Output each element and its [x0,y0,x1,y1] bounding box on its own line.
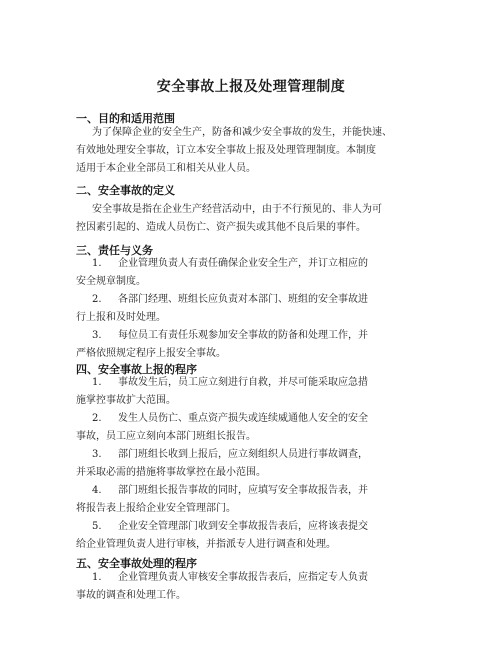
section-heading-2: 二、安全事故的定义 [76,184,175,197]
section-heading-4: 四、安全事故上报的程序 [76,363,197,376]
section-heading-5: 五、安全事故处理的程序 [76,557,197,570]
list-item-line: 1. 企业管理负责人有责任确保企业安全生产，并订立相应的 [76,255,432,273]
list-item-line: 并采取必需的措施将事故掌控在最小范围。 [76,467,266,478]
list-item-line: 1. 事故发生后，员工应立刻进行自救，并尽可能采取应急措 [76,374,432,392]
section-4-list [76,374,432,554]
list-item-number: 5. [92,521,102,532]
list-item-line: 事故，员工应立刻向本部门班组长报告。 [76,431,256,442]
list-item-number: 2. [92,413,102,424]
list-item-line: 事故的调查和处理工作。 [76,590,186,601]
list-item-number: 1. [92,377,102,388]
list-item-line: 4. 部门班组长报告事故的同时，应填写安全事故报告表，并 [76,482,432,500]
list-item-number: 2. [92,294,102,305]
list-item-number: 3. [92,449,102,460]
list-item-line: 严格依照规定程序上报安全事故。 [76,348,226,359]
list-item-line: 1. 企业管理负责人审核安全事故报告表后，应指定专人负责 [76,569,432,587]
section-heading-1: 一、目的和适用范围 [76,112,175,125]
list-item-line: 2. 发生人员伤亡、重点资产损失或连续威通他人安全的安全 [76,410,432,428]
section-5-list [76,569,432,605]
section-2-paragraph [76,201,432,237]
list-item-line: 5. 企业安全管理部门收到安全事故报告表后，应将该表提交 [76,518,432,536]
section-1-paragraph [76,124,432,178]
list-item-line: 安全规章制度。 [76,276,146,287]
list-item-line: 给企业管理负责人进行审核，并指派专人进行调查和处理。 [76,539,336,550]
list-item-line: 2. 各部门经理、班组长应负责对本部门、班组的安全事故进 [76,291,432,309]
text-line: 控因素引起的、造成人员伤亡、资产损失或其他不良后果的事件。 [76,222,366,233]
page-title: 安全事故上报及处理管理制度 [156,79,346,95]
list-item-number: 1. [92,572,102,583]
list-item-number: 4. [92,485,102,496]
section-heading-3: 三、责任与义务 [76,244,153,257]
list-item-line: 3. 每位员工有责任乐观参加安全事故的防备和处理工作，并 [76,327,432,345]
list-item-line: 3. 部门班组长收到上报后，应立刻组织人员进行事故调查， [76,446,432,464]
list-item-line: 将报告表上报给企业安全管理部门。 [76,503,236,514]
text-line: 为了保障企业的安全生产，防备和减少安全事故的发生，并能快速、 [92,127,392,138]
text-line: 有效地处理安全事故，订立本安全事故上报及处理管理制度。本制度 [76,145,376,156]
section-3-list [76,255,432,363]
text-line: 适用于本企业全部员工和相关从业人员。 [76,163,256,174]
list-item-number: 1. [92,258,102,269]
list-item-line: 行上报和及时处理。 [76,312,166,323]
list-item-line: 施掌控事故扩大范围。 [76,395,176,406]
text-line: 安全事故是指在企业生产经营活动中，由于不行预见的、非人为可 [92,204,382,215]
list-item-number: 3. [92,330,102,341]
